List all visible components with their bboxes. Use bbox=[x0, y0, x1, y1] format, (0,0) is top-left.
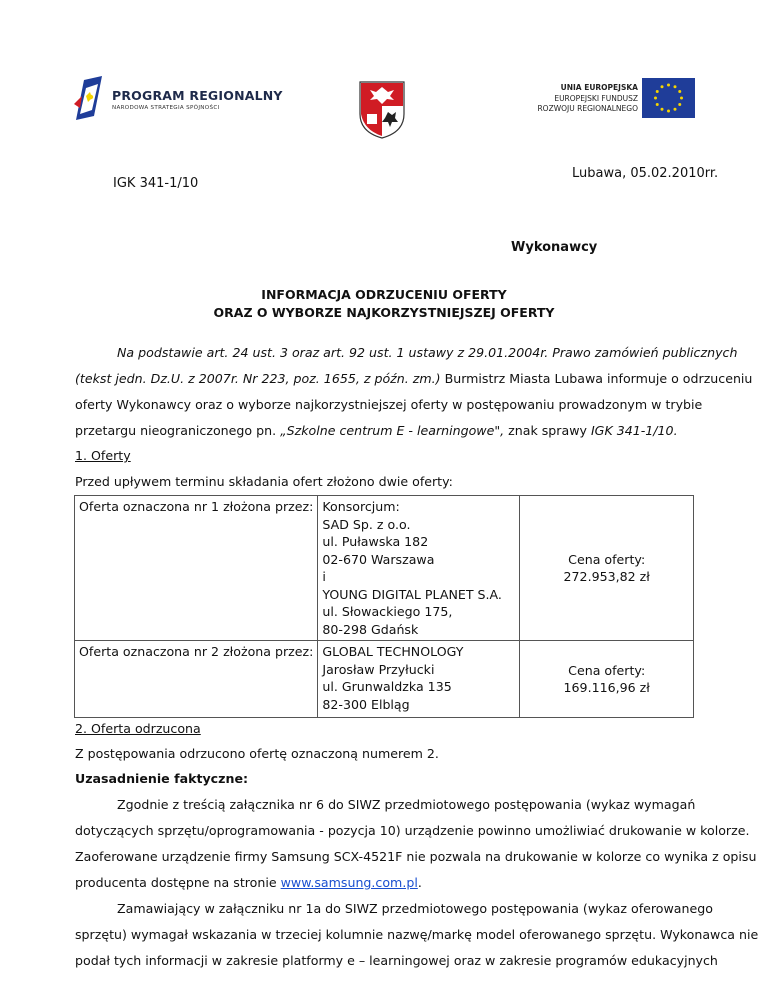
eu-line-3: ROZWOJU REGIONALNEGO bbox=[537, 104, 638, 113]
p1-line-4-end: . bbox=[417, 875, 422, 890]
p1-line-4 bbox=[75, 875, 693, 890]
eu-star-icon bbox=[667, 110, 670, 113]
intro-line-4-mid: znak sprawy bbox=[504, 423, 591, 438]
intro-line-3: oferty Wykonawcy oraz o wyborze najkorzystniejszej oferty w postępowaniu prowadzonym w trybie bbox=[75, 397, 703, 412]
offer-row-2 bbox=[75, 641, 694, 718]
justification-label: Uzasadnienie faktyczne: bbox=[75, 771, 249, 786]
offer-1-bidder-line: i bbox=[322, 569, 326, 584]
eu-star-icon bbox=[667, 84, 670, 87]
eu-star-icon bbox=[674, 108, 677, 111]
offer-2-price bbox=[520, 641, 694, 718]
intro-line-4-start: przetargu nieograniczonego pn. bbox=[75, 423, 281, 438]
program-regionalny-logo bbox=[72, 74, 283, 124]
program-regionalny-title: PROGRAM REGIONALNY bbox=[112, 88, 283, 103]
offer-2-bidder-line: Jarosław Przyłucki bbox=[322, 661, 435, 677]
intro-line-1-text: Na podstawie art. 24 ust. 3 oraz art. 92 ust. 1 ustawy z 29.01.2004r. Prawo zamówień publicznych bbox=[117, 345, 738, 360]
offer-2-bidder bbox=[318, 641, 520, 718]
offer-1-bidder-line: YOUNG DIGITAL PLANET S.A. bbox=[322, 586, 502, 602]
section-1-heading: 1. Oferty bbox=[75, 448, 131, 463]
offer-1-bidder-line: ul. Puławska 182 bbox=[322, 534, 429, 549]
p2-line-1: Zamawiający w załączniku nr 1a do SIWZ przedmiotowego postępowania (wykaz oferowanego bbox=[117, 901, 713, 916]
section-2-lead: Z postępowania odrzucono ofertę oznaczoną numerem 2. bbox=[75, 746, 439, 761]
section-2-heading: 2. Oferta odrzucona bbox=[75, 721, 201, 736]
intro-line-2-italic: (tekst jedn. Dz.U. z 2007r. Nr 223, poz. 1655, z późn. zm.) bbox=[75, 371, 441, 386]
eu-star-icon bbox=[656, 103, 659, 106]
eu-star-icon bbox=[661, 108, 664, 111]
p1-line-4-start: producenta dostępne na stronie bbox=[75, 875, 281, 890]
eu-star-icon bbox=[678, 90, 681, 93]
p1-line-3: Zaoferowane urządzenie firmy Samsung SCX-4521F nie pozwala na drukowanie w kolorze co wynika z opisu bbox=[75, 849, 757, 864]
offer-1-bidder bbox=[318, 496, 520, 641]
offer-row-1 bbox=[75, 496, 694, 641]
eu-star-icon bbox=[656, 90, 659, 93]
eu-star-icon bbox=[678, 103, 681, 106]
offer-1-bidder-line: SAD Sp. z o.o. bbox=[322, 516, 411, 532]
offer-2-bidder-line: 82-300 Elbląg bbox=[322, 696, 410, 712]
offer-2-bidder-line: ul. Grunwaldzka 135 bbox=[322, 679, 452, 694]
intro-line-2-rest: Burmistrz Miasta Lubawa informuje o odrzuceniu bbox=[440, 371, 753, 386]
samsung-link[interactable]: www.samsung.com.pl bbox=[280, 875, 418, 890]
intro-line-4-ref: IGK 341-1/10. bbox=[590, 423, 678, 438]
offer-1-price-value: 272.953,82 zł bbox=[563, 569, 650, 584]
place-date: Lubawa, 05.02.2010rr. bbox=[572, 166, 719, 181]
program-regionalny-subtitle: NARODOWA STRATEGIA SPÓJNOŚCI bbox=[112, 105, 220, 111]
program-regionalny-mark-icon bbox=[72, 74, 106, 122]
eu-line-1: UNIA EUROPEJSKA bbox=[560, 83, 638, 92]
eu-star-icon bbox=[661, 85, 664, 88]
offers-table bbox=[74, 495, 694, 718]
offer-1-bidder-line: 80-298 Gdańsk bbox=[322, 621, 419, 637]
offer-1-price-label: Cena oferty: bbox=[568, 551, 646, 567]
offer-2-bidder-line: GLOBAL TECHNOLOGY bbox=[322, 644, 464, 659]
offer-1-bidder-line: 02-670 Warszawa bbox=[322, 551, 435, 567]
offer-1-bidder-line: ul. Słowackiego 175, bbox=[322, 604, 453, 619]
intro-line-2 bbox=[75, 371, 753, 386]
p1-line-2: dotyczących sprzętu/oprogramowania - pozycja 10) urządzenie powinno umożliwiać drukowanie w kolorze. bbox=[75, 823, 750, 838]
eu-line-2: EUROPEJSKI FUNDUSZ bbox=[554, 93, 638, 103]
offer-1-label: Oferta oznaczona nr 1 złożona przez: bbox=[75, 496, 318, 641]
intro-line-4-title: „Szkolne centrum E - learningowe", bbox=[280, 423, 505, 438]
offer-2-label: Oferta oznaczona nr 2 złożona przez: bbox=[75, 641, 318, 718]
intro-line-1 bbox=[117, 345, 738, 360]
offer-2-price-value: 169.116,96 zł bbox=[563, 680, 650, 695]
p2-line-3: podał tych informacji w zakresie platformy e – learningowej oraz w zakresie programów edukacyjnych bbox=[75, 953, 718, 968]
eu-star-icon bbox=[674, 85, 677, 88]
eu-flag-icon bbox=[642, 78, 695, 118]
eu-fund-text bbox=[520, 83, 638, 115]
intro-line-4 bbox=[75, 423, 693, 438]
recipient: Wykonawcy bbox=[511, 240, 598, 255]
offer-1-bidder-line: Konsorcjum: bbox=[322, 499, 400, 514]
reference-number: IGK 341-1/10 bbox=[113, 176, 199, 191]
section-1-lead: Przed upływem terminu składania ofert złożono dwie oferty: bbox=[75, 474, 453, 489]
offer-2-price-label: Cena oferty: bbox=[568, 662, 646, 678]
eu-star-icon bbox=[680, 97, 683, 100]
p1-line-1: Zgodnie z treścią załącznika nr 6 do SIWZ przedmiotowego postępowania (wykaz wymagań bbox=[117, 797, 696, 812]
offer-1-price bbox=[520, 496, 694, 641]
document-title-line-1: INFORMACJA ODRZUCENIU OFERTY bbox=[261, 287, 507, 302]
document-title-line-2: ORAZ O WYBORZE NAJKORZYSTNIEJSZEJ OFERTY bbox=[213, 305, 555, 320]
coat-of-arms-icon bbox=[358, 80, 406, 140]
p2-line-2: sprzętu) wymagał wskazania w trzeciej kolumnie nazwę/markę model oferowanego sprzętu. Wykonawca nie bbox=[75, 927, 759, 942]
eu-star-icon bbox=[654, 97, 657, 100]
